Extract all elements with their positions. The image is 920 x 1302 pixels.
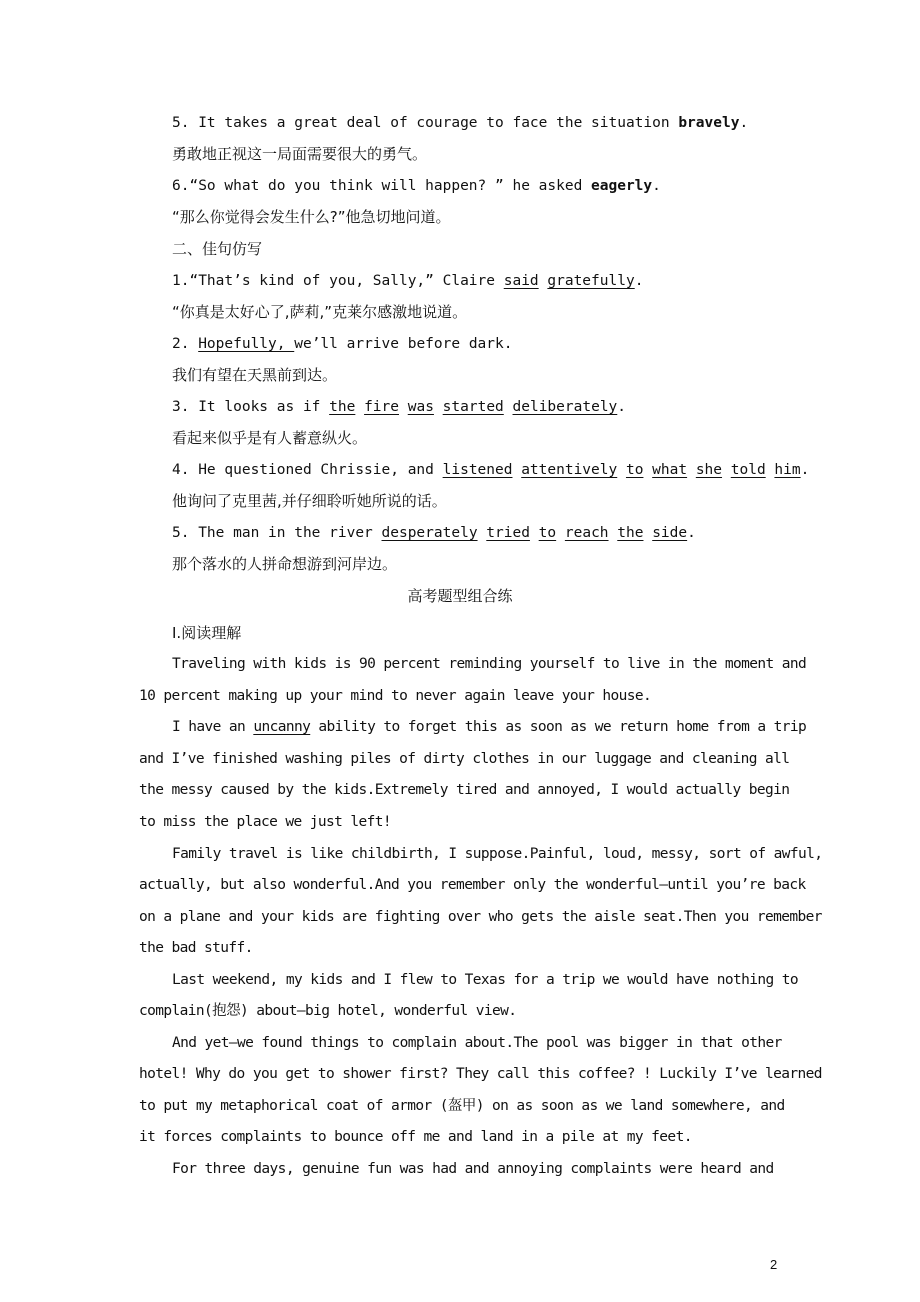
passage-p2-l2: and I’ve finished washing piles of dirty clothes in our luggage and cleaning all [139,751,790,767]
passage-p1-l1: Traveling with kids is 90 percent reminding yourself to live in the moment and [172,656,807,672]
passage-p1-l2: 10 percent making up your mind to never again leave your house. [139,688,652,704]
passage-p4-l2: complain(抱怨) about—big hotel, wonderful view. [139,1003,517,1019]
exercise-title: 高考题型组合练 [407,587,513,605]
passage-p3-l4: the bad stuff. [139,940,253,956]
imitation-4-en: 4. He questioned Chrissie, and listened attentively to what she told him. [172,462,810,478]
passage-p5-l2: hotel! Why do you get to shower first? They call this coffee? ! Luckily I’ve learned [139,1066,822,1082]
imitation-5-cn: 那个落水的人拼命想游到河岸边。 [172,555,398,573]
imitation-3-cn: 看起来似乎是有人蓄意纵火。 [172,429,368,447]
imitation-1-cn: “你真是太好心了,萨莉,”克莱尔感激地说道。 [172,303,468,321]
passage-p5-l3: to put my metaphorical coat of armor (盔甲) on as soon as we land somewhere, and [139,1098,785,1114]
passage-p3-l3: on a plane and your kids are fighting over who gets the aisle seat.Then you remember [139,909,822,925]
imitation-5-en: 5. The man in the river desperately tried to reach the side. [172,525,696,541]
keyword-eagerly: eagerly [591,178,653,194]
imitation-3-en: 3. It looks as if the fire was started deliberately. [172,399,627,415]
sentence-6-en: 6.“So what do you think will happen? ” he asked eagerly. [172,178,661,194]
sentence-5-cn: 勇敢地正视这一局面需要很大的勇气。 [172,145,428,163]
passage-p3-l2: actually, but also wonderful.And you remember only the wonderful—until you’re back [139,877,806,893]
reading-label: Ⅰ.阅读理解 [172,624,242,642]
sentence-5-en: 5. It takes a great deal of courage to face the situation bravely. [172,115,749,131]
passage-p5-l1: And yet—we found things to complain about.The pool was bigger in that other [172,1035,782,1051]
passage-p5-l4: it forces complaints to bounce off me and land in a pile at my feet. [139,1129,692,1145]
sentence-6-cn: “那么你觉得会发生什么?”他急切地问道。 [172,208,451,226]
imitation-2-cn: 我们有望在天黑前到达。 [172,366,338,384]
passage-p4-l1: Last weekend, my kids and I flew to Texas for a trip we would have nothing to [172,972,798,988]
imitation-4-cn: 他询问了克里茜,并仔细聆听她所说的话。 [172,492,447,510]
passage-p6-l1: For three days, genuine fun was had and annoying complaints were heard and [172,1161,774,1177]
imitation-2-en: 2. Hopefully, we’ll arrive before dark. [172,336,513,352]
section2-heading: 二、佳句仿写 [172,240,263,258]
page-number: 2 [770,1257,778,1272]
passage-p2-l4: to miss the place we just left! [139,814,392,830]
word-uncanny: uncanny [253,719,311,735]
passage-p2-l3: the messy caused by the kids.Extremely tired and annoyed, I would actually begin [139,782,790,798]
passage-p3-l1: Family travel is like childbirth, I suppose.Painful, loud, messy, sort of awful, [172,846,823,862]
keyword-bravely: bravely [678,115,740,131]
passage-p2-l1: I have an uncanny ability to forget this as soon as we return home from a trip [172,719,807,735]
imitation-1-en: 1.“That’s kind of you, Sally,” Claire said gratefully. [172,273,644,289]
